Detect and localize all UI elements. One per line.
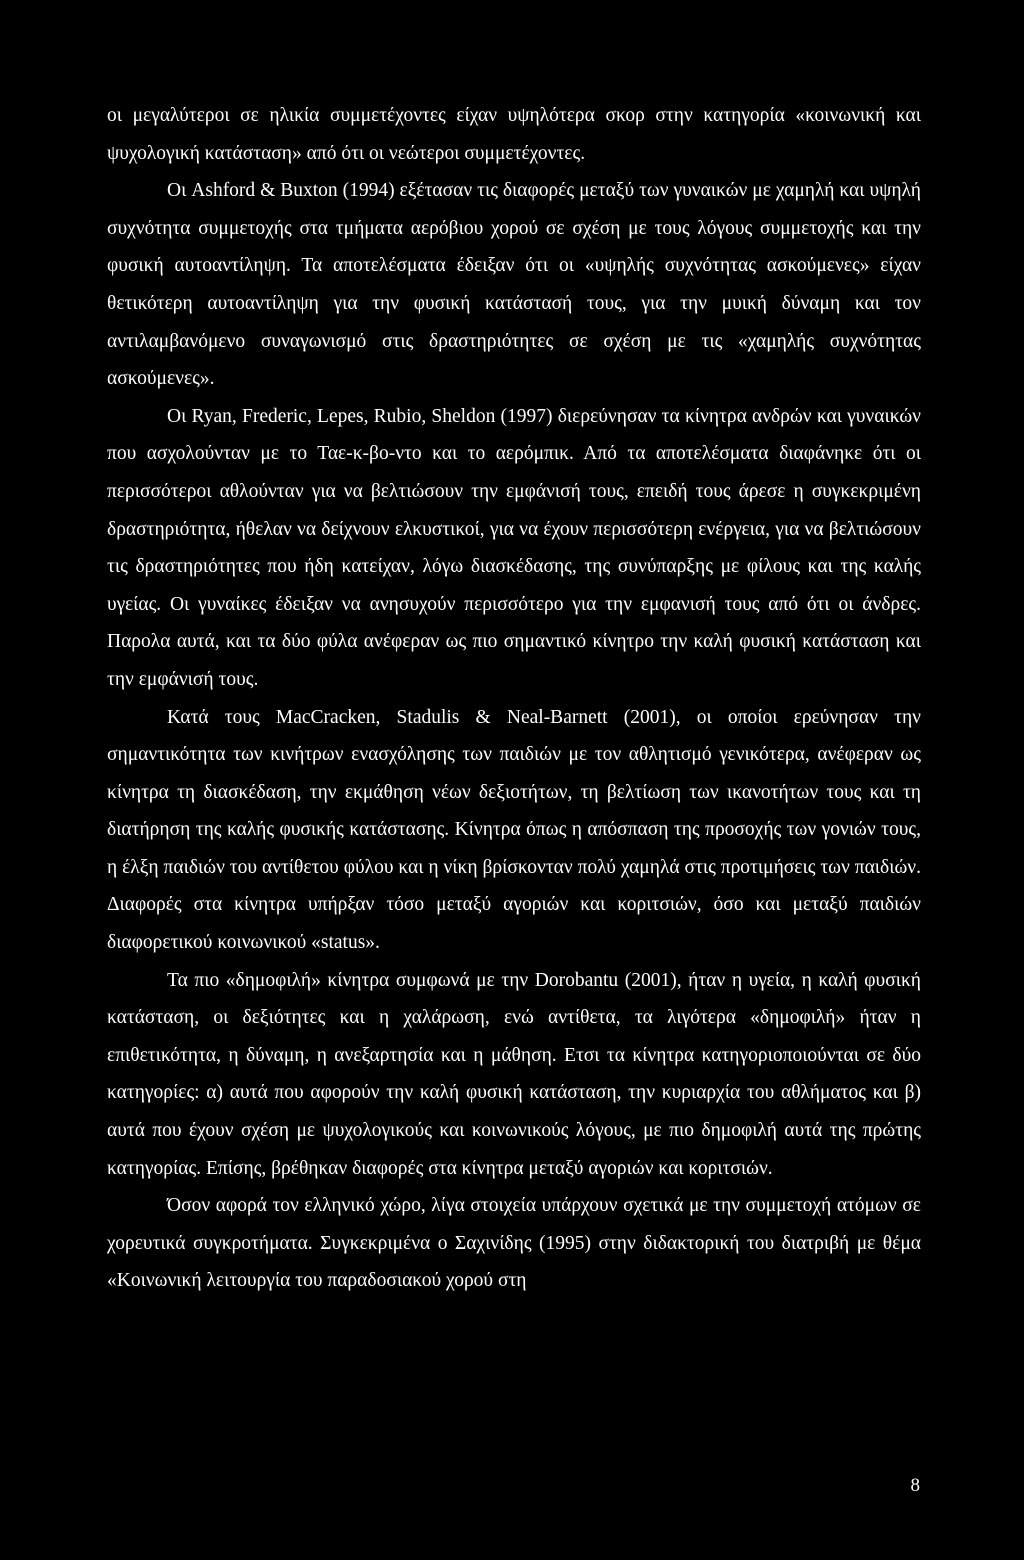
paragraph-1: οι μεγαλύτεροι σε ηλικία συμμετέχοντες είχαν υψηλότερα σκορ στην κατηγορία «κοινωνική και ψυχολογική κατάσταση» από ότι οι νεώτεροι συμμετέχοντες.: [107, 105, 921, 164]
paragraph-2: Οι Ashford & Buxton (1994) εξέτασαν τις διαφορές μεταξύ των γυναικών με χαμηλή και υψηλή συχνότητα συμμετοχής στα τμήματα αερόβιου χορού σε σχέση με τους λόγους συμμετοχής και την φυσική αυτοαντίληψη. Τα αποτελέσματα έδειξαν ότι οι «υψηλής συχνότητας ασκούμενες» είχαν θετικότερη αυτοαντίληψη για την φυσική κατάστασή τους, για την μυική δύναμη και τον αντιλαμβανόμενο συναγωνισμό στις δραστηριότητες σε σχέση με τις «χαμηλής συχνότητας ασκούμενες».: [107, 180, 921, 390]
paragraph-5: Τα πιο «δημοφιλή» κίνητρα συμφωνά με την Dorobantu (2001), ήταν η υγεία, η καλή φυσική κατάσταση, οι δεξιότητες και η χαλάρωση, ενώ αντίθετα, τα λιγότερα «δημοφιλή» ήταν η επιθετικότητα, η δύναμη, η ανεξαρτησία και η μάθηση. Ετσι τα κίνητρα κατηγοριοποιούνται σε δύο κατηγορίες: α) αυτά που αφορούν την καλή φυσική κατάσταση, την κυριαρχία του αθλήματος και β) αυτά που έχουν σχέση με ψυχολογικούς και κοινωνικούς λόγους, με πιο δημοφιλή αυτά της πρώτης κατηγορίας. Επίσης, βρέθηκαν διαφορές στα κίνητρα μεταξύ αγοριών και κοριτσιών.: [107, 969, 921, 1179]
paragraph-3: Οι Ryan, Frederic, Lepes, Rubio, Sheldon (1997) διερεύνησαν τα κίνητρα ανδρών και γυναικών που ασχολούνταν με το Ταε-κ-βο-ντο και το αερόμπικ. Από τα αποτελέσματα διαφάνηκε ότι οι περισσότεροι αθλούνταν για να βελτιώσουν την εμφάνισή τους, επειδή τους άρεσε η συγκεκριμένη δραστηριότητα, ήθελαν να δείχνουν ελκυστικοί, για να έχουν περισσότερη ενέργεια, για να βελτιώσουν τις δραστηριότητες που ήδη κατείχαν, λόγω διασκέδασης, της συνύπαρξης με φίλους και της καλής υγείας. Οι γυναίκες έδειξαν να ανησυχούν περισσότερο για την εμφανισή τους από ότι οι άνδρες. Παρολα αυτά, και τα δύο φύλα ανέφεραν ως πιο σημαντικό κίνητρο την καλή φυσική κατάσταση και την εμφάνισή τους.: [107, 405, 921, 690]
paragraph-6: Όσον αφορά τον ελληνικό χώρο, λίγα στοιχεία υπάρχουν σχετικά με την συμμετοχή ατόμων σε χορευτικά συγκροτήματα. Συγκεκριμένα ο Σαχινίδης (1995) στην διδακτορική του διατριβή με θέμα «Κοινωνική λειτουργία του παραδοσιακού χορού στη: [107, 1195, 921, 1292]
paragraph-4: Κατά τους MacCracken, Stadulis & Neal-Barnett (2001), οι οποίοι ερεύνησαν την σημαντικότητα των κινήτρων ενασχόλησης των παιδιών με τον αθλητισμό γενικότερα, ανέφεραν ως κίνητρα τη διασκέδαση, την εκμάθηση νέων δεξιοτήτων, τη βελτίωση των ικανοτήτων τους και τη διατήρηση της καλής φυσικής κατάστασης. Κίνητρα όπως η απόσπαση της προσοχής των γονιών τους, η έλξη παιδιών του αντίθετου φύλου και η νίκη βρίσκονταν πολύ χαμηλά στις προτιμήσεις των παιδιών. Διαφορές στα κίνητρα υπήρξαν τόσο μεταξύ αγοριών και κοριτσιών, όσο και μεταξύ παιδιών διαφορετικού κοινωνικού «status».: [107, 706, 921, 954]
page-number: 8: [910, 1475, 920, 1496]
